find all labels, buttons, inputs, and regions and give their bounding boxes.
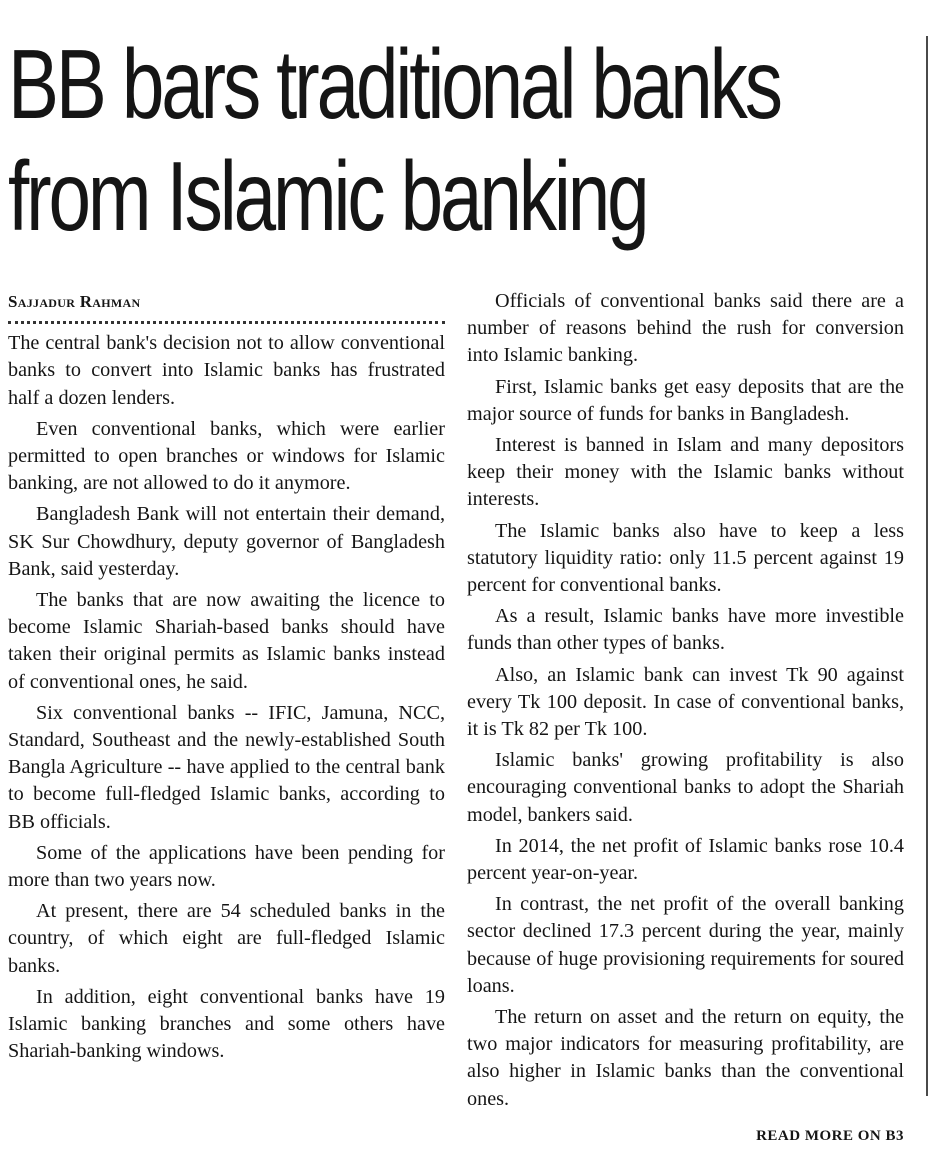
left-column: [8, 288, 445, 1150]
paragraph: The return on asset and the return on equity, the two major indicators for measuring profitability, are also higher in Islamic banks than the conventional ones.: [467, 1006, 904, 1110]
paragraph: In contrast, the net profit of the overall banking sector declined 17.3 percent during the year, mainly because of huge provisioning requirements for soured loans.: [467, 893, 904, 997]
paragraph: Some of the applications have been pending for more than two years now.: [8, 841, 445, 892]
headline-line-2: from Islamic banking: [8, 141, 647, 251]
paragraph: The central bank's decision not to allow conventional banks to convert into Islamic banks has frustrated half a dozen lenders.: [8, 332, 445, 409]
article-body: [8, 288, 904, 1150]
paragraph: Six conventional banks -- IFIC, Jamuna, NCC, Standard, Southeast and the newly-established South Bangla Agriculture -- have applied to the central bank to become full-fledged Islamic banks, according to BB officials.: [8, 701, 445, 833]
paragraph: Islamic banks' growing profitability is also encouraging conventional banks to adopt the Shariah model, bankers said.: [467, 749, 904, 826]
headline: [8, 0, 905, 252]
paragraph: At present, there are 54 scheduled banks in the country, of which eight are full-fledged Islamic banks.: [8, 900, 445, 977]
paragraph: First, Islamic banks get easy deposits that are the major source of funds for banks in Bangladesh.: [467, 375, 904, 425]
paragraph: In addition, eight conventional banks have 19 Islamic banking branches and some others have Shariah-banking windows.: [8, 985, 445, 1063]
paragraph: Officials of conventional banks said there are a number of reasons behind the rush for conversion into Islamic banking.: [467, 290, 904, 367]
right-column: [467, 288, 904, 1150]
paragraph: Even conventional banks, which were earlier permitted to open branches or windows for Islamic banking, are not allowed to do it anymore.: [8, 417, 445, 495]
paragraph: Interest is banned in Islam and many depositors keep their money with the Islamic banks without interests.: [467, 434, 904, 511]
paragraph: Also, an Islamic bank can invest Tk 90 against every Tk 100 deposit. In case of conventional banks, it is Tk 82 per Tk 100.: [467, 663, 904, 741]
paragraph: The Islamic banks also have to keep a less statutory liquidity ratio: only 11.5 percent against 19 percent for conventional banks.: [467, 519, 904, 597]
paragraph: In 2014, the net profit of Islamic banks rose 10.4 percent year-on-year.: [467, 834, 904, 885]
headline-line-1: BB bars traditional banks: [8, 29, 780, 139]
paragraph: The banks that are now awaiting the licence to become Islamic Shariah-based banks should have taken their original permits as Islamic banks instead of conventional ones, he said.: [8, 589, 445, 693]
paragraph: Bangladesh Bank will not entertain their demand, SK Sur Chowdhury, deputy governor of Bangladesh Bank, said yesterday.: [8, 503, 445, 580]
byline: Sajjadur Rahman: [8, 292, 141, 311]
byline-divider: [8, 321, 445, 324]
paragraph: As a result, Islamic banks have more investible funds than other types of banks.: [467, 605, 904, 655]
column-rule: [926, 36, 928, 1096]
read-more-link[interactable]: READ MORE ON B3: [756, 1127, 904, 1144]
